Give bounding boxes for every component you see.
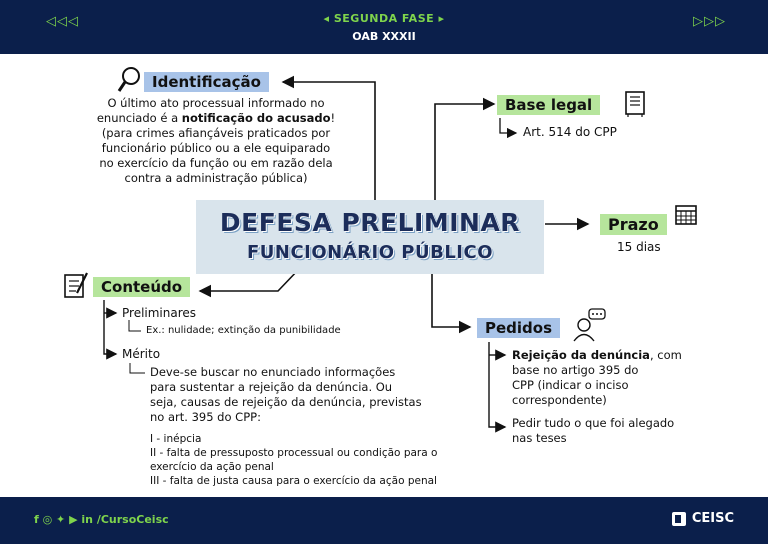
checklist-icon (63, 271, 91, 301)
pedidos-tag: Pedidos (477, 318, 560, 338)
arrow-to-base-legal (435, 104, 494, 208)
central-subtitle: FUNCIONÁRIO PÚBLICO (246, 242, 493, 263)
magnifier-icon (117, 66, 141, 94)
segunda-fase-label: ◂ SEGUNDA FASE ▸ (323, 12, 445, 25)
merito-text: Deve-se buscar no enunciado informações para sustentar a rejeição da denúncia. Ou seja, causas de rejeição da denúncia, previstas no art. 395 do CPP: (150, 365, 422, 424)
prazo-tag: Prazo (600, 214, 667, 235)
ceisc-brand-name: CEISC (691, 511, 734, 526)
pedido-teses: Pedir tudo o que foi alegado nas teses (512, 416, 675, 445)
conteudo-tag: Conteúdo (93, 277, 190, 297)
social-handle[interactable]: /CursoCeisc (96, 513, 169, 526)
left-arrows-decoration: ◁◁◁ (46, 14, 79, 29)
oab-edition-label: OAB XXXII (352, 30, 416, 43)
social-icons[interactable]: f ◎ ✦ ▶ in (34, 513, 93, 526)
preliminares-label: Preliminares (122, 306, 197, 320)
right-arrows-decoration: ▷▷▷ (693, 14, 726, 29)
central-title: DEFESA PRELIMINAR (219, 208, 521, 237)
prazo-text: 15 dias (617, 240, 661, 254)
ceisc-logo (672, 511, 734, 526)
identificacao-tag: Identificação (144, 72, 269, 92)
merito-label: Mérito (122, 347, 161, 361)
footer-bar (0, 497, 768, 544)
central-title-box (196, 200, 544, 274)
ceisc-logo-icon (672, 512, 686, 526)
base-legal-text: Art. 514 do CPP (523, 125, 617, 139)
social-links[interactable] (34, 513, 169, 526)
preliminares-example: Ex.: nulidade; extinção da punibilidade (146, 325, 341, 336)
calendar-icon (675, 204, 697, 226)
arrow-to-pedidos (432, 272, 470, 327)
book-icon (624, 90, 646, 118)
header-bar (0, 0, 768, 54)
rejection-causes-list: I - inépcia II - falta de pressuposto processual ou condição para o exercício da ação penal III - falta de justa causa para o exercício da ação penal (150, 433, 438, 487)
pedido-rejeicao: Rejeição da denúncia, com base no artigo 395 do CPP (indicar o inciso correspondente) (512, 348, 682, 407)
identificacao-text: O último ato processual informado no enunciado é a notificação do acusado! (para crimes afiançáveis praticados por funcionário público ou a ele equiparado no exercício da função ou em razão dela contra a administração pública) (96, 96, 336, 185)
person-speech-icon (573, 308, 607, 342)
base-legal-tag: Base legal (497, 95, 600, 115)
